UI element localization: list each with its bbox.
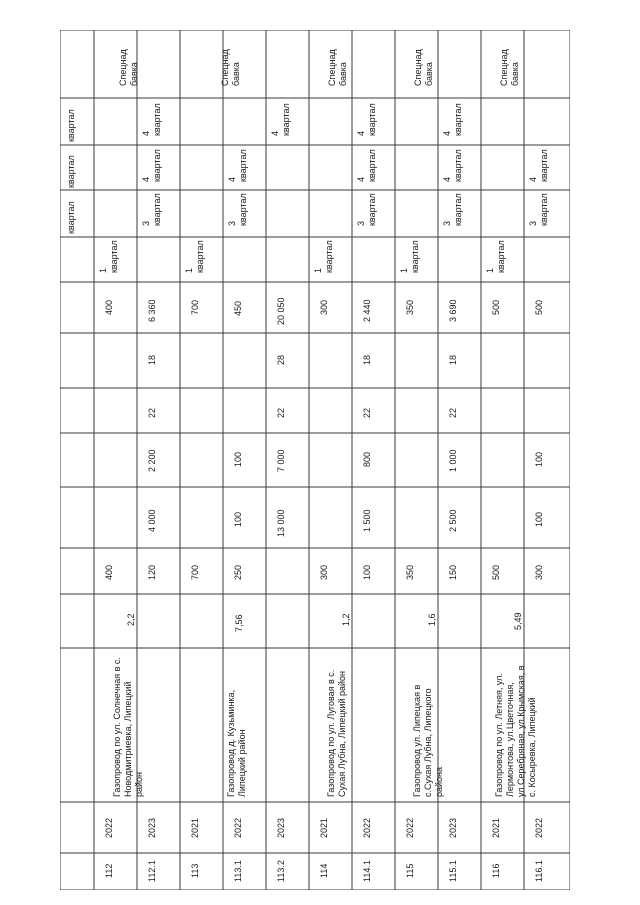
cost-cell: 350 — [405, 564, 415, 580]
cost-cell: 22 — [276, 407, 286, 418]
cost-cell: 22 — [147, 407, 157, 418]
total-cell: 500 — [491, 299, 501, 315]
quarter-label: 4 квартал — [141, 149, 162, 182]
total-cell: 700 — [190, 299, 200, 315]
quarter-label: 3 квартал — [442, 193, 463, 226]
quarter-label: 3 квартал — [227, 193, 248, 226]
quarter-label: 3 квартал — [141, 193, 162, 226]
cost-cell: 1 500 — [362, 509, 372, 532]
cost-cell: 22 — [448, 407, 458, 418]
quarter-label: 4 квартал — [270, 103, 291, 136]
cost-cell: 7 000 — [276, 449, 286, 472]
cost-cell: 100 — [233, 511, 243, 527]
quarter-label: 1 квартал — [399, 240, 420, 273]
row-number: 113.1 — [233, 860, 243, 882]
row-number: 115.1 — [448, 860, 458, 882]
object-name: Газопровод по ул. Летняя, ул. Лермонтова, ул.Цветочная, ул.Серебряная, ул.Крымская, в с. Косыревка, Липецкий — [494, 665, 537, 797]
cost-cell: 1 000 — [448, 449, 458, 472]
row-number: 116.1 — [534, 860, 544, 882]
department-label: Спецнад бавка — [327, 49, 348, 86]
cost-cell: 4 000 — [147, 509, 157, 532]
total-cell: 400 — [104, 299, 114, 315]
header-quarter-4b: квартал — [66, 109, 76, 142]
quarter-label: 4 квартал — [356, 103, 377, 136]
length-km: 1,2 — [341, 613, 351, 626]
row-year: 2022 — [104, 817, 114, 838]
row-number: 113.2 — [276, 860, 286, 882]
quarter-label: 1 квартал — [485, 240, 506, 273]
quarter-label: 4 квартал — [141, 103, 162, 136]
cost-cell: 100 — [233, 451, 243, 467]
total-cell: 6 360 — [147, 299, 157, 322]
row-year: 2021 — [319, 817, 329, 838]
department-label: Спецнад бавка — [118, 49, 139, 86]
cost-cell: 100 — [534, 451, 544, 467]
row-number: 112 — [104, 863, 114, 878]
cost-cell: 300 — [534, 564, 544, 580]
cost-cell: 400 — [104, 564, 114, 580]
quarter-label: 4 квартал — [227, 149, 248, 182]
quarter-label: 4 квартал — [442, 149, 463, 182]
row-number: 113 — [190, 863, 200, 878]
department-label: Спецнад бавка — [499, 49, 520, 86]
cost-cell: 2 500 — [448, 509, 458, 532]
row-year: 2022 — [233, 817, 243, 838]
object-name: Газопровод ул. Липецкая в с.Сухая Лубна, Липецкого района — [412, 684, 444, 797]
cost-cell: 28 — [276, 354, 286, 365]
object-name: Газопровод по ул. Солнечная в с. Новодмитриевка, Липецкий район — [112, 657, 144, 797]
header-quarter-4a: квартал — [66, 155, 76, 188]
row-number: 114.1 — [362, 860, 372, 882]
length-km: 2,2 — [126, 613, 136, 626]
total-cell: 2 440 — [362, 299, 372, 322]
cost-cell: 18 — [147, 354, 157, 365]
cost-cell: 18 — [448, 354, 458, 365]
total-cell: 3 690 — [448, 299, 458, 322]
row-year: 2022 — [534, 817, 544, 838]
row-year: 2021 — [491, 817, 501, 838]
length-km: 1,6 — [427, 613, 437, 626]
cost-cell: 100 — [534, 511, 544, 527]
cost-cell: 13 000 — [276, 509, 286, 537]
quarter-label: 1 квартал — [184, 240, 205, 273]
quarter-label: 1 квартал — [313, 240, 334, 273]
quarter-label: 1 квартал — [98, 240, 119, 273]
row-year: 2021 — [190, 817, 200, 838]
cost-cell: 150 — [448, 564, 458, 580]
row-year: 2023 — [147, 817, 157, 838]
quarter-label: 4 квартал — [442, 103, 463, 136]
cost-cell: 120 — [147, 564, 157, 580]
row-number: 112.1 — [147, 860, 157, 882]
total-cell: 300 — [319, 299, 329, 315]
length-km: 7,56 — [234, 614, 244, 632]
cost-cell: 300 — [319, 564, 329, 580]
cost-cell: 500 — [491, 564, 501, 580]
row-year: 2022 — [362, 817, 372, 838]
cost-cell: 2 200 — [147, 449, 157, 472]
quarter-label: 3 квартал — [356, 193, 377, 226]
total-cell: 350 — [405, 299, 415, 315]
row-year: 2023 — [276, 817, 286, 838]
cost-cell: 800 — [362, 451, 372, 467]
quarter-label: 4 квартал — [528, 149, 549, 182]
row-number: 115 — [405, 863, 415, 878]
row-number: 116 — [491, 863, 501, 878]
length-km: 5,49 — [513, 612, 523, 630]
total-cell: 500 — [534, 299, 544, 315]
row-year: 2022 — [405, 817, 415, 838]
department-label: Спецнад бавка — [413, 49, 434, 86]
object-name: Газопровод д. Кузьминка, Липецкий район — [226, 689, 247, 797]
row-year: 2023 — [448, 817, 458, 838]
cost-cell: 22 — [362, 407, 372, 418]
cost-cell: 100 — [362, 564, 372, 580]
cost-cell: 18 — [362, 354, 372, 365]
total-cell: 20 050 — [276, 297, 286, 325]
object-name: Газопровод по ул. Луговая в с. Сухая Лубна, Липецкий район — [326, 669, 347, 797]
row-number: 114 — [319, 863, 329, 878]
total-cell: 450 — [233, 300, 243, 316]
cost-cell: 700 — [190, 564, 200, 580]
cost-cell: 250 — [233, 564, 243, 580]
quarter-label: 3 квартал — [528, 193, 549, 226]
department-label: Спецнад бавка — [220, 49, 241, 86]
header-quarter-3: квартал — [66, 201, 76, 234]
quarter-label: 4 квартал — [356, 149, 377, 182]
